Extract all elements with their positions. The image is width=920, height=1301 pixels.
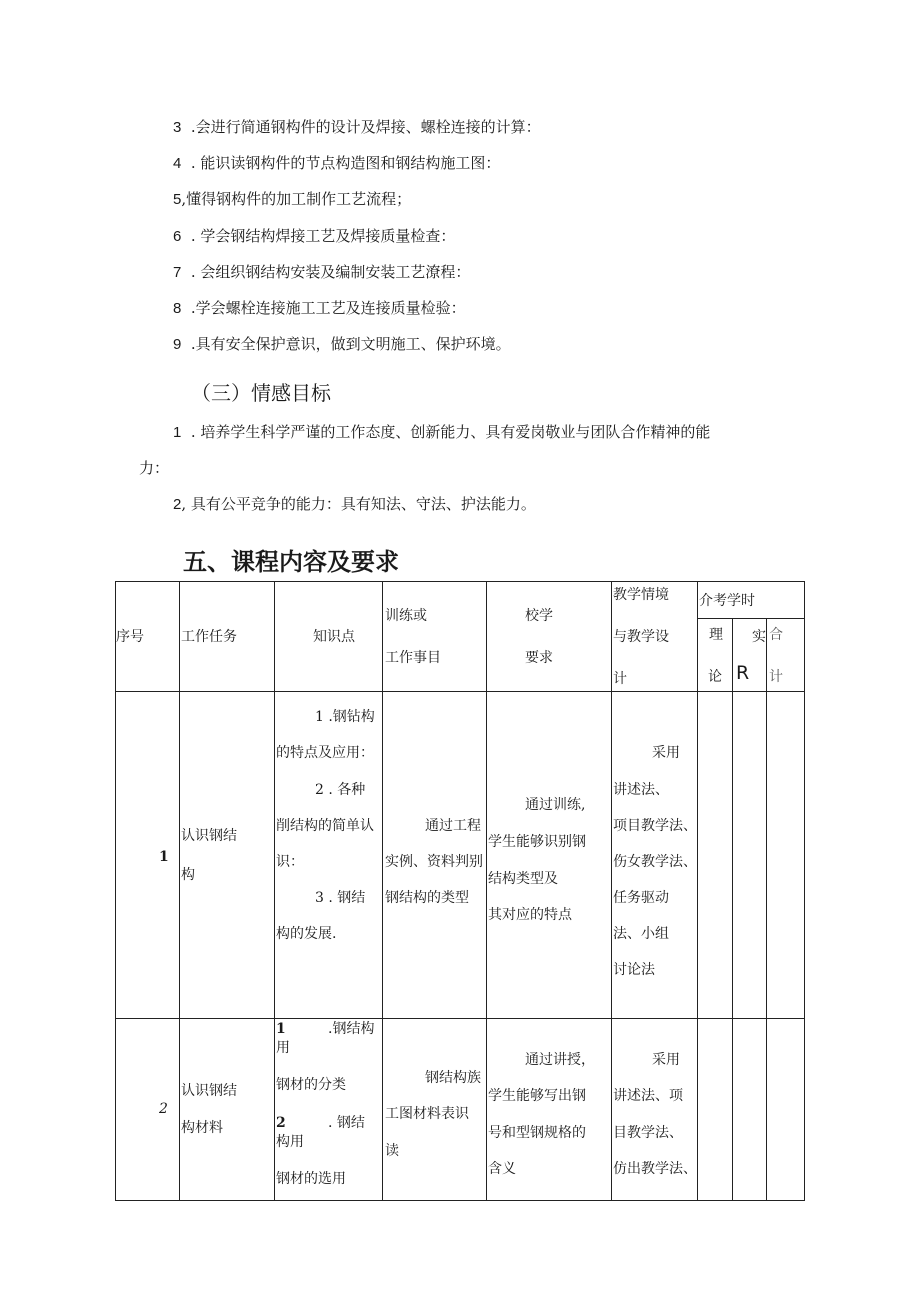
row2-knowledge: 2 (276, 1115, 286, 1131)
section-heading: 五、课程内容及要求 (183, 548, 399, 576)
header-practice: 实 (752, 629, 766, 645)
row1-requirement: 结构类型及 (488, 871, 558, 887)
row2-seq: 2 (159, 1101, 168, 1117)
header-theory: 论 (708, 669, 722, 685)
row2-knowledge: .钢结构 (328, 1021, 375, 1037)
row1-teaching: 采用 (652, 745, 680, 761)
row2-teaching: 讲述法、项 (613, 1088, 683, 1104)
table-border (732, 618, 733, 1201)
table-border (115, 581, 116, 1201)
header-total: 合 (769, 627, 783, 643)
list-item: 2, 具有公平竞争的能力：具有知法、守法、护法能力。 (173, 495, 536, 513)
row2-requirement: 学生能够写出钢 (488, 1088, 586, 1104)
row2-knowledge: 钢材的分类 (276, 1077, 346, 1093)
row1-teaching: 讲述法、 (613, 782, 669, 798)
list-item: 8 .学会螺栓连接施工工艺及连接质量检验： (173, 299, 466, 317)
row1-seq: 1 (159, 849, 169, 865)
row2-task: 认识钢结 (181, 1083, 237, 1099)
row1-teaching: 项目教学法、 (613, 818, 697, 834)
list-item: 5,懂得钢构件的加工制作工艺流程； (173, 190, 412, 208)
course-content-table (115, 581, 805, 1201)
list-item: 7 . 会组织钢结构安装及编制安装工艺潦程： (173, 263, 471, 281)
row1-teaching: 任务驱动 (613, 890, 669, 906)
row1-knowledge: 3 . 钢结 (315, 890, 366, 906)
header-teaching: 计 (613, 671, 627, 687)
header-seq: 序号 (116, 629, 144, 645)
row2-training: 工图材料表识 (385, 1106, 469, 1122)
table-border (115, 581, 805, 582)
header-hours: 介考学时 (699, 593, 755, 609)
table-border (115, 691, 805, 692)
emotion-goals-heading: （三）情感目标 (191, 381, 331, 405)
row2-requirement: 含义 (488, 1161, 516, 1177)
row1-requirement: 其对应的特点 (488, 907, 572, 923)
row2-training: 钢结构族 (425, 1070, 481, 1086)
row2-knowledge: 1 (276, 1021, 286, 1037)
header-requirement: 校学 (525, 608, 553, 624)
header-teaching: 教学情境 (613, 587, 669, 603)
table-border (382, 581, 383, 1201)
row1-training: 实例、资料判别 (385, 854, 483, 870)
list-item-continuation: 力： (139, 459, 170, 477)
row1-training: 通过工程 (425, 818, 481, 834)
row2-knowledge: 构用 (276, 1134, 304, 1150)
table-border (766, 618, 767, 1201)
table-border (115, 1018, 805, 1019)
row2-teaching: 仿出教学法、 (613, 1161, 697, 1177)
list-item: 3 .会进行简通钢构件的设计及焊接、螺栓连接的计算： (173, 118, 541, 136)
header-knowledge: 知识点 (313, 629, 355, 645)
row2-knowledge: 用 (276, 1040, 290, 1056)
row1-knowledge: 2 . 各种 (315, 782, 366, 798)
header-requirement: 要求 (525, 650, 553, 666)
table-border (804, 581, 805, 1201)
table-border (697, 581, 698, 1201)
table-border (611, 581, 612, 1201)
table-border (274, 581, 275, 1201)
header-total: 计 (769, 669, 783, 685)
table-border (179, 581, 180, 1201)
row2-teaching: 采用 (652, 1052, 680, 1068)
row2-requirement: 通过讲授， (525, 1052, 595, 1068)
row1-knowledge: 识： (276, 854, 304, 870)
row1-teaching: 讨论法 (613, 962, 655, 978)
row1-training: 钢结构的类型 (385, 890, 469, 906)
row1-knowledge: 构的发展. (276, 926, 337, 942)
table-border (486, 581, 487, 1201)
row2-teaching: 目教学法、 (613, 1125, 683, 1141)
header-theory: 理 (709, 627, 723, 643)
row1-knowledge: 削结构的简单认 (276, 818, 374, 834)
row2-knowledge: . 钢结 (328, 1115, 365, 1131)
header-task: 工作任务 (181, 629, 237, 645)
header-training: 训练或 (385, 608, 427, 624)
row1-requirement: 通过训练, (525, 797, 586, 813)
row1-task: 构 (181, 867, 195, 883)
row1-teaching: 法、小组 (613, 926, 669, 942)
table-border (697, 618, 805, 619)
row2-knowledge: 钢材的选用 (276, 1171, 346, 1187)
row1-knowledge: 的特点及应用： (276, 745, 374, 761)
list-item: 9 .具有安全保护意识，做到文明施工、保护环境。 (173, 335, 511, 353)
row2-requirement: 号和型钢规格的 (488, 1125, 586, 1141)
list-item: 6 . 学会钢结构焊接工艺及焊接质量检查： (173, 227, 456, 245)
row1-task: 认识钢结 (181, 828, 237, 844)
header-training: 工作事目 (385, 650, 441, 666)
row2-training: 读 (385, 1143, 399, 1159)
row1-teaching: 伤女教学法、 (613, 854, 697, 870)
row1-knowledge: 1 .钢钻构 (315, 709, 375, 725)
list-item: 4 . 能识读钢构件的节点构造图和钢结构施工图： (173, 154, 501, 172)
header-teaching: 与教学设 (613, 629, 669, 645)
header-practice: R (736, 662, 750, 684)
row2-task: 构材料 (181, 1120, 223, 1136)
table-border (115, 1200, 805, 1201)
row1-requirement: 学生能够识别钢 (488, 834, 586, 850)
list-item: 1 . 培养学生科学严谨的工作态度、创新能力、具有爱岗敬业与团队合作精神的能 (173, 423, 711, 441)
